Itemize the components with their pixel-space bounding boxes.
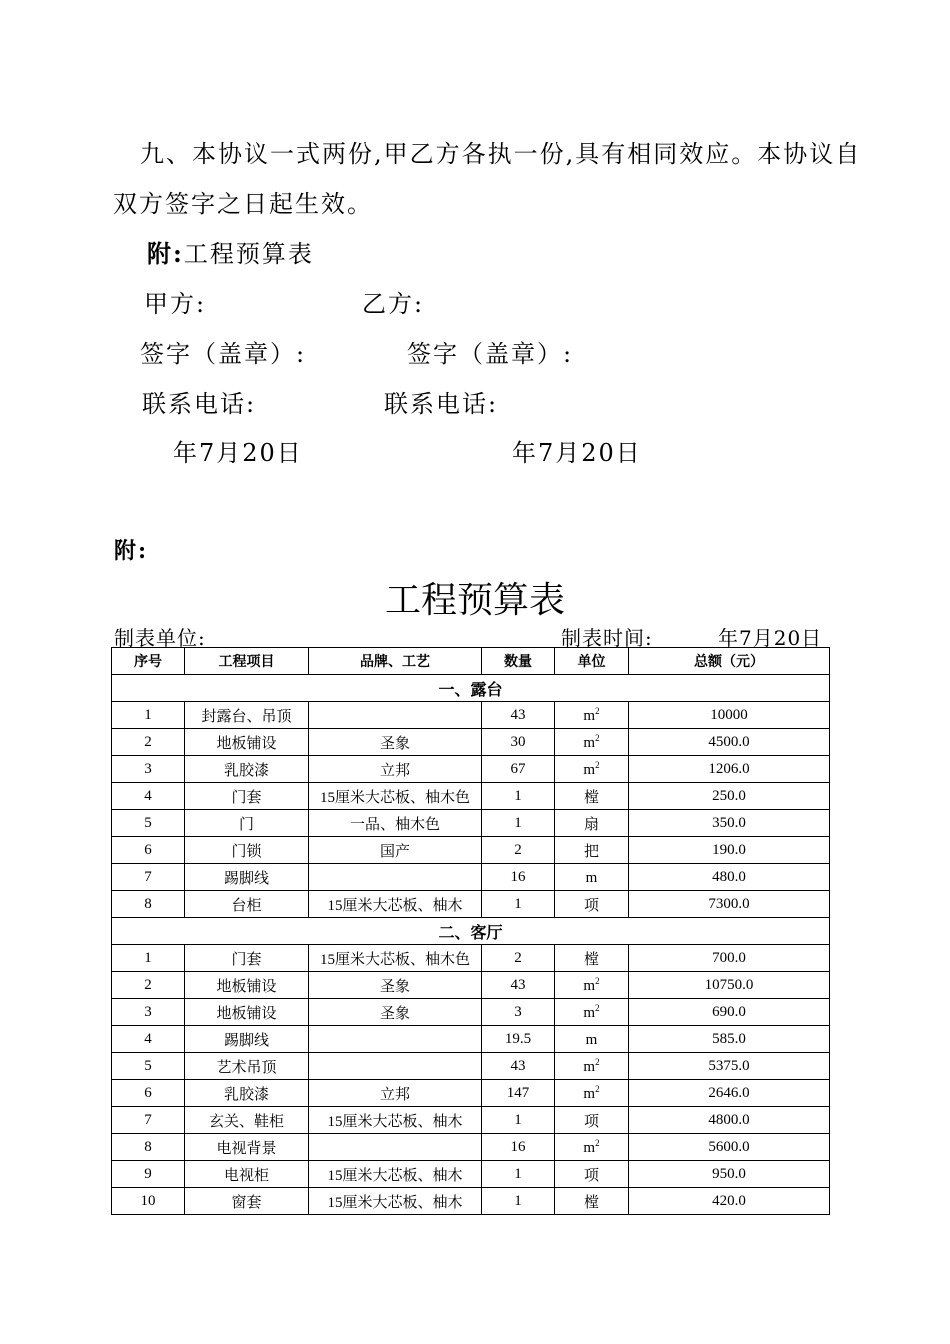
cell-unit-superscript: 2 — [595, 705, 600, 716]
attachment-note-label: 附: — [147, 239, 184, 268]
cell-brand — [309, 1134, 482, 1161]
cell-item: 地板铺设 — [185, 729, 309, 756]
cell-no: 8 — [112, 1134, 185, 1161]
cell-total: 4500.0 — [629, 729, 830, 756]
cell-unit-text: m — [583, 1139, 596, 1156]
section-row — [112, 675, 830, 702]
cell-total: 950.0 — [629, 1161, 830, 1188]
cell-unit — [555, 756, 629, 783]
cell-no: 1 — [112, 702, 185, 729]
cell-total: 585.0 — [629, 1026, 830, 1053]
cell-total: 7300.0 — [629, 891, 830, 918]
cell-qty: 1 — [482, 783, 555, 810]
cell-total: 4800.0 — [629, 1107, 830, 1134]
cell-unit-superscript: 2 — [595, 1083, 600, 1094]
budget-title: 工程预算表 — [384, 580, 565, 621]
cell-no: 7 — [112, 864, 185, 891]
cell-qty: 1 — [482, 810, 555, 837]
cell-qty: 43 — [482, 972, 555, 999]
cell-item: 踢脚线 — [185, 864, 309, 891]
section-terrace: 一、露台 — [112, 675, 830, 702]
cell-qty: 1 — [482, 1107, 555, 1134]
clause-9-line-1: 九、本协议一式两份,甲乙方各执一份,具有相同效应。本协议自 — [140, 140, 862, 168]
cell-unit — [555, 810, 629, 837]
cell-no: 4 — [112, 783, 185, 810]
cell-unit — [555, 1134, 629, 1161]
cell-brand: 15厘米大芯板、柚木色 — [309, 783, 482, 810]
cell-brand: 圣象 — [309, 999, 482, 1026]
cell-item: 台柜 — [185, 891, 309, 918]
cell-item: 门 — [185, 810, 309, 837]
table-row — [112, 1080, 830, 1107]
cell-brand — [309, 864, 482, 891]
cell-unit — [555, 999, 629, 1026]
signature-b-label: 签字（盖章）: — [407, 340, 574, 368]
cell-unit-text: 项 — [583, 897, 599, 914]
cell-no: 6 — [112, 1080, 185, 1107]
cell-unit-superscript: 2 — [595, 1137, 600, 1148]
cell-item: 门锁 — [185, 837, 309, 864]
cell-item: 玄关、鞋柜 — [185, 1107, 309, 1134]
table-row — [112, 1134, 830, 1161]
cell-brand: 15厘米大芯板、柚木 — [309, 1107, 482, 1134]
cell-qty: 147 — [482, 1080, 555, 1107]
cell-total: 5375.0 — [629, 1053, 830, 1080]
prepared-time-label: 制表时间: — [561, 626, 653, 650]
cell-no: 1 — [112, 945, 185, 972]
table-row — [112, 891, 830, 918]
cell-brand: 立邦 — [309, 756, 482, 783]
cell-total: 190.0 — [629, 837, 830, 864]
cell-unit — [555, 864, 629, 891]
cell-unit — [555, 945, 629, 972]
cell-total: 2646.0 — [629, 1080, 830, 1107]
cell-total: 480.0 — [629, 864, 830, 891]
cell-item: 艺术吊顶 — [185, 1053, 309, 1080]
cell-no: 3 — [112, 999, 185, 1026]
table-row — [112, 837, 830, 864]
cell-qty: 1 — [482, 1161, 555, 1188]
cell-no: 5 — [112, 810, 185, 837]
section-row — [112, 918, 830, 945]
cell-brand — [309, 1026, 482, 1053]
cell-item: 踢脚线 — [185, 1026, 309, 1053]
table-row — [112, 702, 830, 729]
cell-brand: 一品、柚木色 — [309, 810, 482, 837]
table-row — [112, 864, 830, 891]
cell-unit-text: m — [583, 1058, 596, 1075]
col-header-qty: 数量 — [482, 648, 555, 675]
cell-brand: 圣象 — [309, 729, 482, 756]
attachment-note — [147, 234, 314, 269]
cell-no: 2 — [112, 972, 185, 999]
cell-qty: 43 — [482, 1053, 555, 1080]
cell-brand — [309, 702, 482, 729]
date-a: 年7月20日 — [173, 439, 303, 467]
cell-unit-text: 项 — [583, 1167, 599, 1184]
cell-qty: 3 — [482, 999, 555, 1026]
cell-unit-text: 樘 — [583, 789, 599, 806]
cell-unit-text: m — [583, 1004, 596, 1021]
table-row — [112, 783, 830, 810]
cell-unit — [555, 1188, 629, 1215]
cell-unit — [555, 783, 629, 810]
cell-unit — [555, 702, 629, 729]
cell-unit-text: 樘 — [583, 1194, 599, 1211]
cell-qty: 2 — [482, 837, 555, 864]
cell-total: 420.0 — [629, 1188, 830, 1215]
party-b-label: 乙方: — [362, 290, 425, 318]
cell-qty: 19.5 — [482, 1026, 555, 1053]
table-row — [112, 1161, 830, 1188]
cell-no: 2 — [112, 729, 185, 756]
cell-unit-text: m — [585, 1031, 598, 1048]
cell-unit-superscript: 2 — [595, 759, 600, 770]
cell-unit-text: m — [583, 734, 596, 751]
cell-unit — [555, 1161, 629, 1188]
cell-total: 700.0 — [629, 945, 830, 972]
cell-unit-superscript: 2 — [595, 732, 600, 743]
table-row — [112, 1053, 830, 1080]
cell-no: 5 — [112, 1053, 185, 1080]
cell-item: 电视背景 — [185, 1134, 309, 1161]
prepared-by-label: 制表单位: — [114, 626, 206, 650]
cell-unit — [555, 1053, 629, 1080]
cell-unit — [555, 1026, 629, 1053]
cell-qty: 2 — [482, 945, 555, 972]
col-header-no: 序号 — [112, 648, 185, 675]
cell-item: 封露台、吊顶 — [185, 702, 309, 729]
phone-b-label: 联系电话: — [384, 390, 499, 418]
cell-brand — [309, 1053, 482, 1080]
cell-item: 乳胶漆 — [185, 1080, 309, 1107]
cell-unit-text: 樘 — [583, 951, 599, 968]
cell-unit-text: 项 — [583, 1113, 599, 1130]
cell-item: 门套 — [185, 945, 309, 972]
cell-unit-text: 把 — [583, 843, 599, 860]
date-b: 年7月20日 — [512, 439, 642, 467]
cell-item: 门套 — [185, 783, 309, 810]
table-row — [112, 1107, 830, 1134]
col-header-total: 总额（元） — [629, 648, 830, 675]
table-row — [112, 729, 830, 756]
attachment-heading: 附: — [114, 538, 149, 564]
cell-unit-text: 扇 — [583, 816, 599, 833]
cell-no: 4 — [112, 1026, 185, 1053]
cell-item: 地板铺设 — [185, 999, 309, 1026]
budget-table — [111, 647, 830, 1215]
cell-qty: 16 — [482, 864, 555, 891]
section-living-room: 二、客厅 — [112, 918, 830, 945]
cell-item: 窗套 — [185, 1188, 309, 1215]
cell-no: 8 — [112, 891, 185, 918]
cell-brand: 国产 — [309, 837, 482, 864]
table-row — [112, 756, 830, 783]
cell-brand: 圣象 — [309, 972, 482, 999]
cell-qty: 1 — [482, 1188, 555, 1215]
cell-total: 350.0 — [629, 810, 830, 837]
cell-unit-text: m — [583, 977, 596, 994]
table-row — [112, 972, 830, 999]
cell-brand: 15厘米大芯板、柚木 — [309, 1161, 482, 1188]
cell-total: 5600.0 — [629, 1134, 830, 1161]
table-header-row — [112, 648, 830, 675]
col-header-brand: 品牌、工艺 — [309, 648, 482, 675]
cell-brand: 立邦 — [309, 1080, 482, 1107]
cell-brand: 15厘米大芯板、柚木 — [309, 1188, 482, 1215]
phone-a-label: 联系电话: — [142, 390, 257, 418]
cell-unit-superscript: 2 — [595, 1056, 600, 1067]
col-header-item: 工程项目 — [185, 648, 309, 675]
cell-unit-text: m — [583, 707, 596, 724]
cell-brand: 15厘米大芯板、柚木 — [309, 891, 482, 918]
cell-unit — [555, 837, 629, 864]
table-row — [112, 1026, 830, 1053]
cell-item: 地板铺设 — [185, 972, 309, 999]
cell-total: 250.0 — [629, 783, 830, 810]
cell-unit-superscript: 2 — [595, 1002, 600, 1013]
prepared-time-value: 年7月20日 — [718, 626, 823, 650]
cell-no: 6 — [112, 837, 185, 864]
cell-unit-text: m — [583, 1085, 596, 1102]
cell-unit — [555, 729, 629, 756]
cell-total: 10750.0 — [629, 972, 830, 999]
cell-total: 690.0 — [629, 999, 830, 1026]
cell-no: 3 — [112, 756, 185, 783]
party-a-label: 甲方: — [144, 290, 207, 318]
table-row — [112, 810, 830, 837]
cell-qty: 67 — [482, 756, 555, 783]
cell-total: 1206.0 — [629, 756, 830, 783]
table-row — [112, 999, 830, 1026]
cell-no: 10 — [112, 1188, 185, 1215]
attachment-note-text: 工程预算表 — [183, 240, 314, 268]
cell-qty: 30 — [482, 729, 555, 756]
cell-unit-superscript: 2 — [595, 975, 600, 986]
cell-total: 10000 — [629, 702, 830, 729]
cell-qty: 1 — [482, 891, 555, 918]
cell-no: 7 — [112, 1107, 185, 1134]
cell-unit — [555, 1080, 629, 1107]
cell-unit-text: m — [583, 761, 596, 778]
cell-unit-text: m — [585, 869, 598, 886]
table-row — [112, 945, 830, 972]
cell-brand: 15厘米大芯板、柚木色 — [309, 945, 482, 972]
cell-item: 电视柜 — [185, 1161, 309, 1188]
cell-unit — [555, 1107, 629, 1134]
signature-a-label: 签字（盖章）: — [140, 340, 307, 368]
cell-unit — [555, 972, 629, 999]
cell-qty: 43 — [482, 702, 555, 729]
cell-unit — [555, 891, 629, 918]
cell-item: 乳胶漆 — [185, 756, 309, 783]
clause-9-line-2: 双方签字之日起生效。 — [113, 190, 373, 218]
table-row — [112, 1188, 830, 1215]
col-header-unit: 单位 — [555, 648, 629, 675]
cell-no: 9 — [112, 1161, 185, 1188]
cell-qty: 16 — [482, 1134, 555, 1161]
